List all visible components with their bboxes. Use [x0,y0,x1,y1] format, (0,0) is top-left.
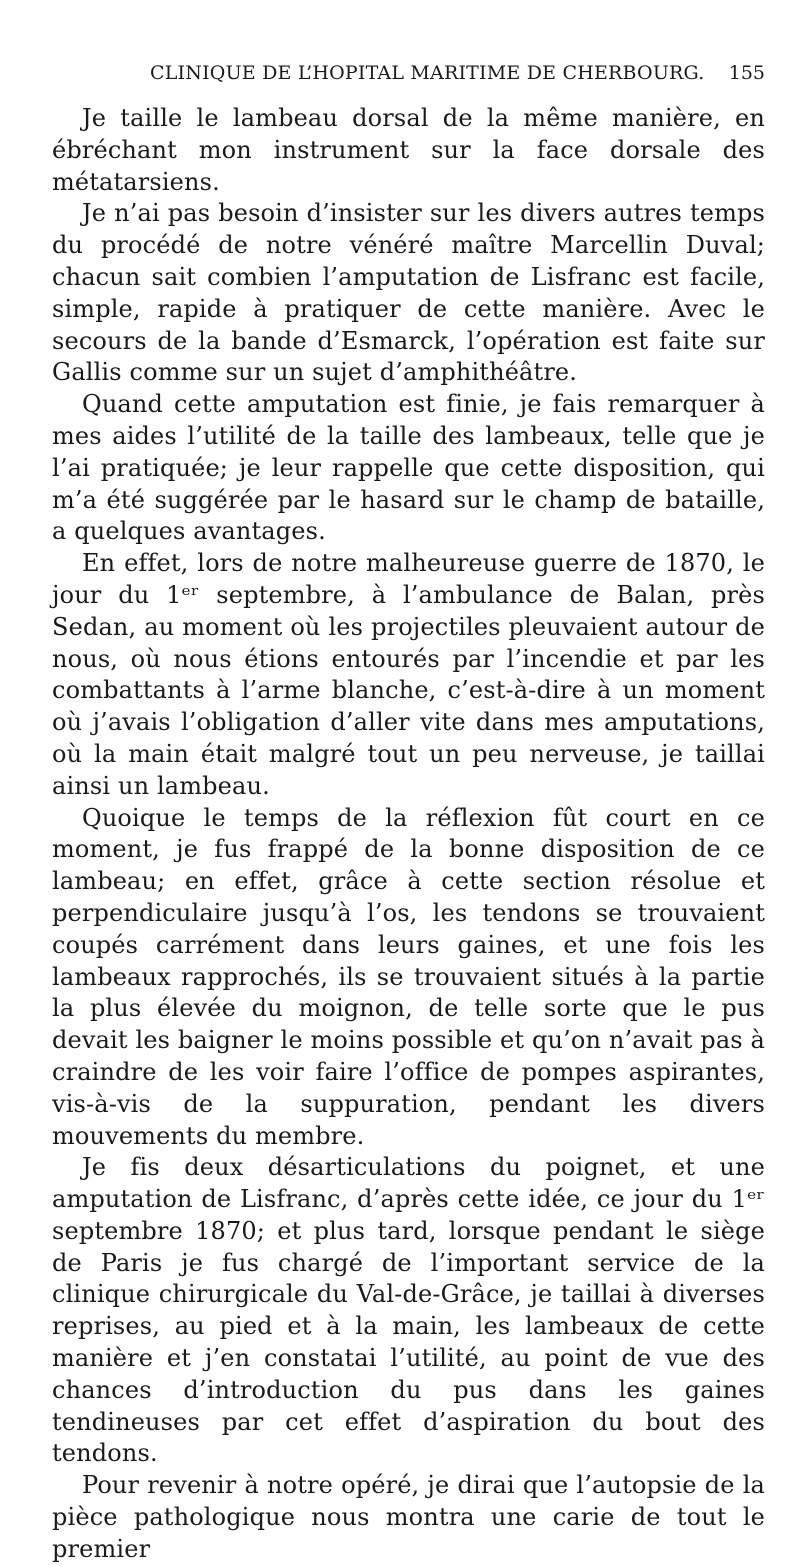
paragraph: Je n’ai pas besoin d’insister sur les divers autres temps du procédé de notre vénéré maître Marcellin Duval; chacun sait combien l’amputation de Lisfranc est facile, simple, rapide à pratiquer de cette manière. Avec le secours de la bande d’Esmarck, l’opération est faite sur Gallis comme sur un sujet d’amphithéâtre. [52,199,765,387]
page-number: 155 [728,62,765,84]
paragraph: Je fis deux désarticulations du poignet, et une amputation de Lisfranc, d’après cette idée, ce jour du 1ᵉʳ septembre 1870; et plus tard, lorsque pendant le siège de Paris je fus chargé de l’important service de la clinique chirurgicale du Val-de-Grâce, je taillai à diverses reprises, au pied et à la main, les lambeaux de cette manière et j’en constatai l’utilité, au point de vue des chances d’introduction du pus dans les gaines tendineuses par cet effet d’aspiration du bout des tendons. [52,1153,765,1468]
running-title: CLINIQUE DE L’HOPITAL MARITIME DE CHERBOURG. [150,62,705,84]
body-text [52,103,765,1566]
paragraph: Quand cette amputation est finie, je fais remarquer à mes aides l’utilité de la taille des lambeaux, telle que je l’ai pratiquée; je leur rappelle que cette disposition, qui m’a été suggérée par le hasard sur le champ de bataille, a quelques avantages. [52,390,765,546]
running-header [60,62,765,92]
paragraph: Quoique le temps de la réflexion fût court en ce moment, je fus frappé de la bonne disposition de ce lambeau; en effet, grâce à cette section résolue et perpendiculaire jusqu’à l’os, les tendons se trouvaient coupés carrément dans leurs gaines, et une fois les lambeaux rapprochés, ils se trouvaient situés à la partie la plus élevée du moignon, de telle sorte que le pus devait les baigner le moins possible et qu’on n’avait pas à craindre de les voir faire l’office de pompes aspirantes, vis-à-vis de la suppuration, pendant les divers mouvements du membre. [52,803,765,1150]
paragraph: Pour revenir à notre opéré, je dirai que l’autopsie de la pièce pathologique nous montra une carie de tout le premier [52,1471,765,1563]
paragraph: En effet, lors de notre malheureuse guerre de 1870, le jour du 1ᵉʳ septembre, à l’ambulance de Balan, près Sedan, au moment où les projectiles pleuvaient autour de nous, où nous étions entourés par l’incendie et par les combattants à l’arme blanche, c’est-à-dire à un moment où j’avais l’obligation d’aller vite dans mes amputations, où la main était malgré tout un peu nerveuse, je taillai ainsi un lambeau. [52,549,765,800]
paragraph: Je taille le lambeau dorsal de la même manière, en ébréchant mon instrument sur la face dorsale des métatarsiens. [52,104,765,196]
